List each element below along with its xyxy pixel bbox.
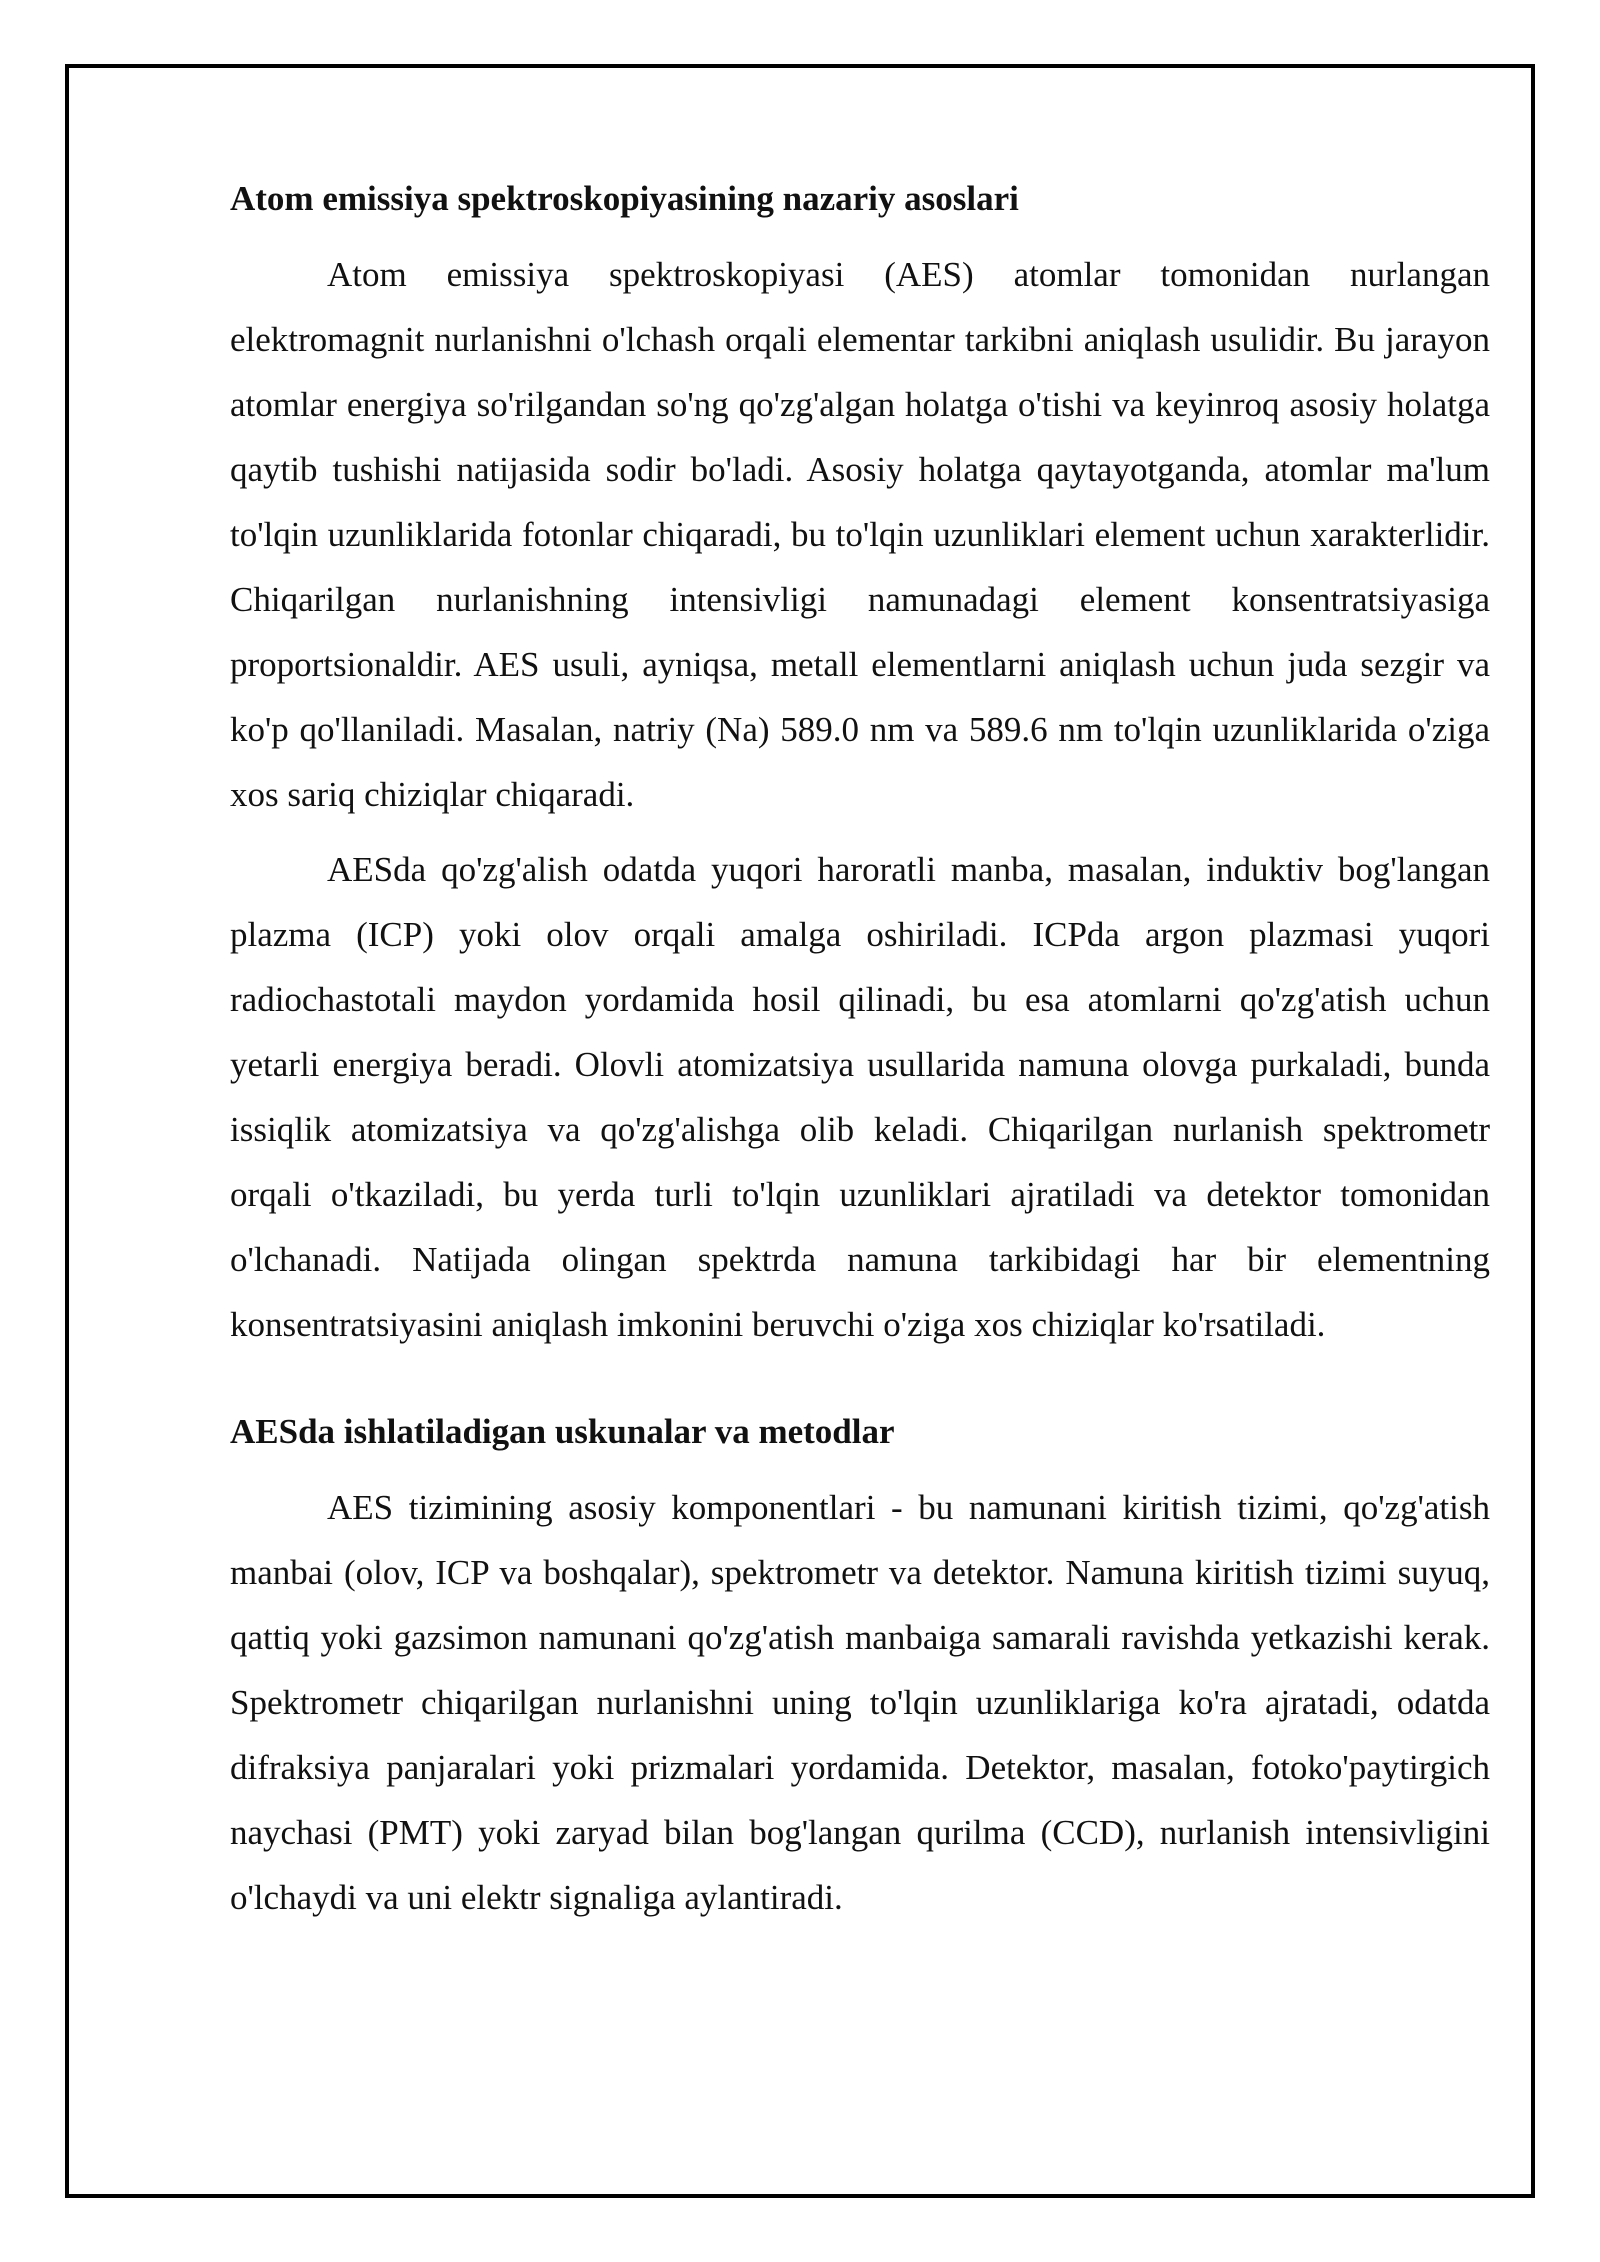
section-heading-theory: Atom emissiya spektroskopiyasining nazariy asoslari [230, 179, 1019, 218]
section-heading-equipment: AESda ishlatiladigan uskunalar va metodlar [230, 1412, 895, 1451]
paragraph-excitation-sources: AESda qo'zg'alish odatda yuqori haroratli manba, masalan, induktiv bog'langan plazma (ICP) yoki olov orqali amalga oshiriladi. ICPda argon plazmasi yuqori radiochastotali maydon yordamida hosil qilinadi, bu esa atomlarni qo'zg'atish uchun yetarli energiya beradi. Olovli atomizatsiya usullarida namuna olovga purkaladi, bunda issiqlik atomizatsiya va qo'zg'alishga olib keladi. Chiqarilgan nurlanish spektrometr orqali o'tkaziladi, bu yerda turli to'lqin uzunliklari ajratiladi va detektor tomonidan o'lchanadi. Natijada olingan spektrda namuna tarkibidagi har bir elementning konsentratsiyasini aniqlash imkonini beruvchi o'ziga xos chiziqlar ko'rsatiladi. [230, 850, 1490, 1344]
paragraph-system-components: AES tizimining asosiy komponentlari - bu namunani kiritish tizimi, qo'zg'atish manbai (olov, ICP va boshqalar), spektrometr va detektor. Namuna kiritish tizimi suyuq, qattiq yoki gazsimon namunani qo'zg'atish manbaiga samarali ravishda yetkazishi kerak. Spektrometr chiqarilgan nurlanishni uning to'lqin uzunliklariga ko'ra ajratadi, odatda difraksiya panjaralari yoki prizmalari yordamida. Detektor, masalan, fotoko'paytirgich naychasi (PMT) yoki zaryad bilan bog'langan qurilma (CCD), nurlanish intensivligini o'lchaydi va uni elektr signaliga aylantiradi. [230, 1488, 1490, 1917]
document-body [230, 170, 1490, 1940]
paragraph-aes-definition: Atom emissiya spektroskopiyasi (AES) atomlar tomonidan nurlangan elektromagnit nurlanishni o'lchash orqali elementar tarkibni aniqlash usulidir. Bu jarayon atomlar energiya so'rilgandan so'ng qo'zg'algan holatga o'tishi va keyinroq asosiy holatga qaytib tushishi natijasida sodir bo'ladi. Asosiy holatga qaytayotganda, atomlar ma'lum to'lqin uzunliklarida fotonlar chiqaradi, bu to'lqin uzunliklari element uchun xarakterlidir. Chiqarilgan nurlanishning intensivligi namunadagi element konsentratsiyasiga proportsionaldir. AES usuli, ayniqsa, metall elementlarni aniqlash uchun juda sezgir va ko'p qo'llaniladi. Masalan, natriy (Na) 589.0 nm va 589.6 nm to'lqin uzunliklarida o'ziga xos sariq chiziqlar chiqaradi. [230, 255, 1490, 814]
